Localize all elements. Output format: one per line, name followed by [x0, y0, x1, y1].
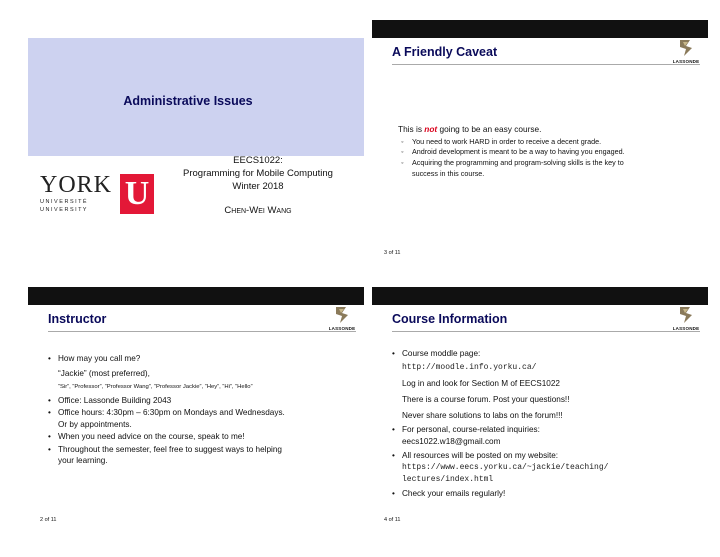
contact-email[interactable]: eecs1022.w18@gmail.com — [402, 437, 501, 446]
suggest-line1: • Throughout the semester, feel free to suggest ways to helping — [58, 444, 282, 454]
page-number: 2 of 11 — [40, 517, 57, 523]
check-emails: Check your emails regularly! — [402, 489, 506, 498]
lassonde-label: LASSONDE — [672, 59, 700, 64]
lassonde-label: LASSONDE — [328, 326, 356, 331]
slide1-title: Administrative Issues — [123, 94, 253, 108]
author-dash: - — [246, 205, 250, 216]
slide2-topbar — [28, 287, 364, 305]
call-question: • How may you call me? — [58, 354, 141, 363]
lassonde-emblem-icon — [328, 305, 356, 325]
website-link-line2[interactable]: lectures/index.html — [402, 475, 494, 484]
list-item — [46, 431, 358, 443]
call-preferred: “Jackie” (most preferred), — [58, 368, 150, 378]
list-item: ◦ Acquiring the programming and program-solving skills is the key to — [398, 158, 698, 169]
slide-caveat — [372, 20, 708, 268]
moodle-note: Log in and look for Section M of EECS1022 — [402, 379, 560, 388]
author-name — [158, 204, 358, 218]
forum-note: There is a course forum. Post your questions!! — [402, 395, 570, 404]
resources-label: • All resources will be posted on my website: — [402, 451, 559, 460]
york-line-fr: U N I V E R S I T É — [40, 199, 87, 205]
list-item — [390, 348, 702, 422]
author-ang: ANG — [276, 208, 292, 215]
office-location: Office: Lassonde Building 2043 — [58, 395, 172, 405]
call-alternatives: “Sir”, “Professor”, “Professor Wang”, “Professor Jackie”, “Hey”, “Hi”, “Hello” — [58, 384, 253, 390]
caveat-intro — [398, 124, 698, 136]
course-code: EECS1022: — [233, 155, 283, 166]
office-appointments: Or by appointments. — [58, 419, 132, 429]
lassonde-emblem-icon — [672, 38, 700, 58]
list-item — [390, 424, 702, 448]
slide3-title: A Friendly Caveat — [392, 45, 498, 59]
slide3-topbar — [372, 20, 708, 38]
author-w2: W — [267, 205, 277, 216]
course-info — [158, 154, 358, 218]
list-item-continuation: success in this course. — [412, 168, 485, 178]
website-link-line1[interactable]: https://www.eecs.yorku.ca/~jackie/teaching/ — [402, 463, 609, 472]
author-hen: HEN — [231, 208, 247, 215]
york-wordmark: YORK — [40, 172, 113, 198]
suggest-line2: your learning. — [58, 456, 108, 465]
intro-emphasis: not — [424, 124, 438, 134]
course-name: Programming for Mobile Computing — [183, 168, 333, 179]
york-logo — [40, 172, 160, 216]
instructor-list — [46, 353, 358, 467]
inquiries-label: • For personal, course-related inquiries: — [402, 425, 540, 434]
never-share-note: Never share solutions to labs on the forum!!! — [402, 411, 563, 420]
york-u-mark — [120, 174, 154, 214]
list-item: ◦ You need to work HARD in order to receive a decent grade. — [398, 137, 698, 148]
caveat-sublist — [398, 137, 698, 169]
slide-course-info — [372, 287, 708, 535]
slide4-topbar — [372, 287, 708, 305]
page-number: 4 of 11 — [384, 517, 401, 523]
list-item — [390, 488, 702, 500]
lassonde-emblem-icon — [672, 305, 700, 325]
lassonde-logo — [672, 38, 700, 64]
lassonde-logo — [672, 305, 700, 331]
list-item: ◦ Android development is meant to be a way to having you engaged. — [398, 147, 698, 158]
list-item — [46, 444, 358, 467]
office-hours: • Office hours: 4:30pm – 6:30pm on Mondays and Wednesdays. — [58, 408, 285, 417]
advice: When you need advice on the course, speak to me! — [58, 432, 245, 441]
slide-title — [28, 20, 364, 268]
moodle-link[interactable]: http://moodle.info.yorku.ca/ — [402, 363, 537, 372]
moodle-label: • Course moddle page: — [402, 349, 481, 358]
list-item — [46, 395, 358, 407]
lassonde-label: LASSONDE — [672, 326, 700, 331]
york-u-letter: U — [124, 175, 150, 212]
slide-instructor — [28, 287, 364, 535]
slide4-title-rule — [392, 331, 700, 332]
course-info-list — [390, 348, 702, 500]
slide4-title: Course Information — [392, 312, 508, 326]
york-line-en: U N I V E R S I T Y — [40, 207, 87, 213]
slide2-title: Instructor — [48, 312, 107, 326]
course-term: Winter 2018 — [232, 181, 284, 192]
slide2-title-rule — [48, 331, 356, 332]
list-item — [390, 450, 702, 486]
intro-post: going to be an easy course. — [437, 124, 542, 134]
list-item — [46, 353, 358, 394]
author-c: C — [224, 205, 232, 216]
page-number: 3 of 11 — [384, 250, 401, 256]
lassonde-logo — [328, 305, 356, 331]
list-item — [46, 407, 358, 430]
slide3-title-rule — [392, 64, 700, 65]
author-w: W — [249, 205, 259, 216]
author-ei: EI — [258, 208, 265, 215]
caveat-body — [398, 124, 698, 180]
intro-pre: This is — [398, 124, 425, 134]
